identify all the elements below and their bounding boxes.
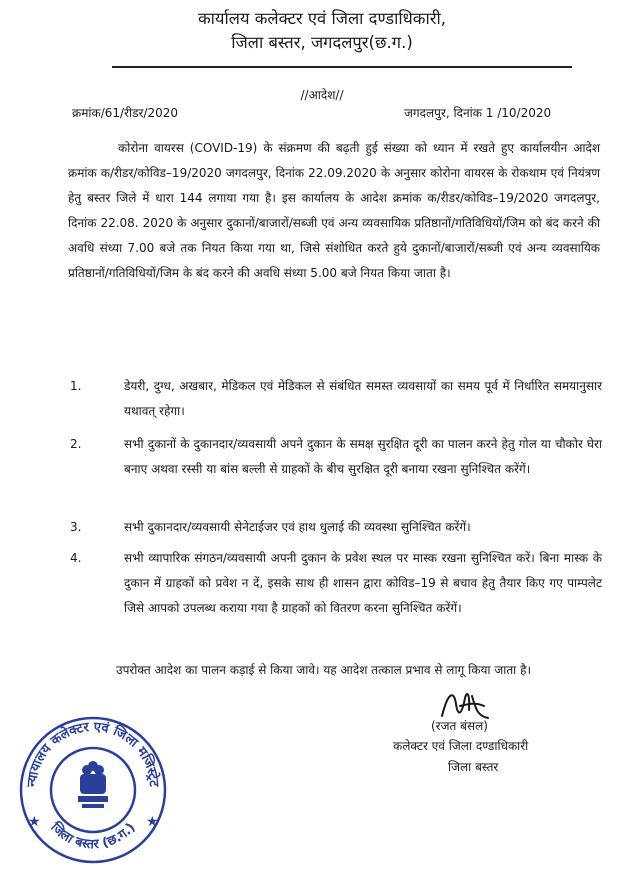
- header-divider: [112, 66, 572, 68]
- official-seal-stamp: [8, 700, 178, 865]
- reference-number: क्रमांक/61/रीडर/2020: [72, 106, 178, 120]
- list-item-number: 2.: [70, 437, 82, 451]
- office-header-line2: जिला बस्तर, जगदलपुर(छ.ग.): [231, 33, 413, 52]
- list-item-text: सभी व्यापारिक संगठन/व्यवसायी अपनी दुकान के प्रवेश स्थल पर मास्क रखना सुनिश्चित करें। बिना मास्क के दुकान में ग्राहकों को प्रवेश न दें, इसके साथ ही शासन द्वारा कोविड–19 से बचाव हेतु तैयार किए गए पाम्पलेट जिसे आपको उपलब्ध कराया गया है ग्राहकों को वितरण करना सुनिश्चित करेंगें।: [124, 551, 602, 615]
- signatory-designation: कलेक्टर एवं जिला दण्डाधिकारी: [393, 739, 529, 753]
- list-item-text: डेयरी, दुग्ध, अखबार, मेडिकल एवं मेडिकल से संबंधित समस्त व्यवसायों का समय पूर्व में निर्धारित समयानुसार यथावत् रहेगा।: [124, 379, 602, 418]
- order-title: //आदेश//: [300, 88, 344, 102]
- national-emblem-icon: [78, 761, 108, 808]
- signatory-name: (रजत बंसल): [431, 719, 488, 733]
- seal-bottom-text: जिला बस्तर (छ.ग.): [47, 820, 139, 853]
- intro-paragraph: कोरोना वायरस (COVID-19) के संक्रमण की बढ़ती हुई संख्या को ध्यान में रखते हुए कार्यालयीन आदेश क्रमांक क/रीडर/कोविड–19/2020 जगदलपुर, दिनांक 22.09.2020 के अनुसार कोरोना वायरस के रोकथाम एवं नियंत्रण हेतु बस्तर जिले में धारा 144 लगाया गया है। इस कार्यालय के आदेश क्रमांक क/रीडर/कोविड–19/2020 जगदलपुर, दिनांक 22.08. 2020 के अनुसार दुकानों/बाजारों/सब्जी एवं अन्य व्यवसायिक प्रतिष्ठानों/गतिविधियों/जिम को बंद करने की अवधि संध्या 7.00 बजे तक नियत किया गया था, जिसे संशोधित करते हुये दुकानों/बाजारों/सब्जी एवं अन्य व्यवसायिक प्रतिष्ठानों/गतिविधियों/जिम के बंद करने की अवधि संध्या 5.00 बजे नियत किया जाता है।: [68, 141, 600, 280]
- signatory-place: जिला बस्तर: [448, 760, 499, 774]
- seal-star-icon: ★: [146, 814, 159, 830]
- list-item-number: 3.: [70, 520, 82, 534]
- list-item-text: सभी दुकानदार/व्यवसायी सेनेटाईजर एवं हाथ धुलाई की व्यवस्था सुनिश्चित करेंगें।: [124, 520, 471, 534]
- seal-top-text: न्यायालय कलेक्टर एवं जिला मजिस्ट्रेट: [24, 719, 162, 788]
- list-item-number: 4.: [70, 551, 82, 565]
- office-header-line1: कार्यालय कलेक्टर एवं जिला दण्डाधिकारी,: [197, 9, 447, 28]
- seal-star-icon: ★: [28, 814, 41, 830]
- list-item-number: 1.: [70, 379, 82, 393]
- list-item-text: सभी दुकानों के दुकानदार/व्यवसायी अपने दुकान के समक्ष सुरक्षित दूरी का पालन करने हेतु गोल या चौकोर घेरा बनाए अथवा रस्सी या बांस बल्ली से ग्राहकों के बीच सुरक्षित दूरी बनाया रखना सुनिश्चित करेंगें।: [124, 437, 602, 476]
- order-date: जगदलपुर, दिनांक 1 /10/2020: [404, 106, 552, 120]
- closing-paragraph: उपरोक्त आदेश का पालन कड़ाई से किया जावे। यह आदेश तत्काल प्रभाव से लागू किया जाता है।: [116, 663, 532, 677]
